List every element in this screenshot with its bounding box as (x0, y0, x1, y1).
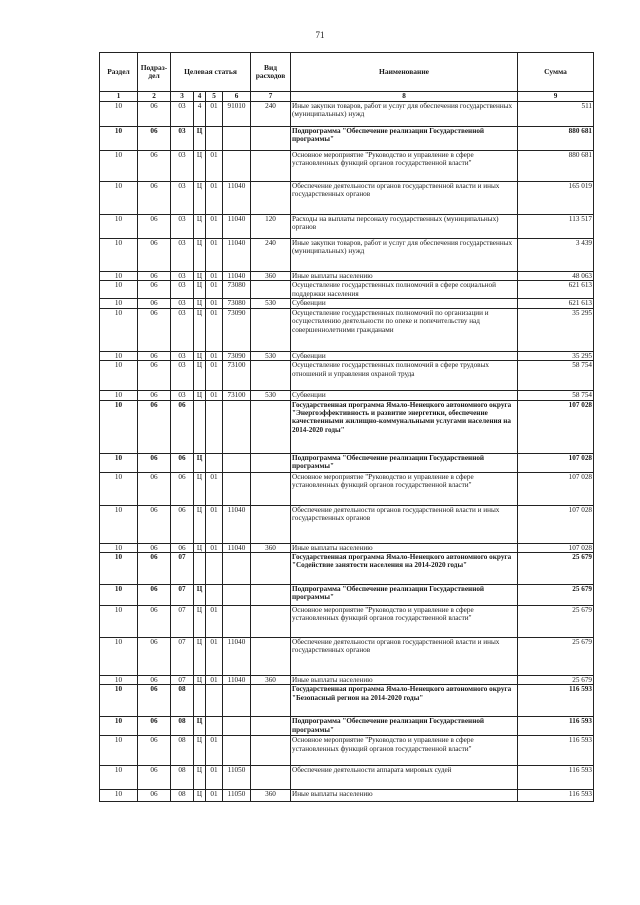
row-name: Субвенции (291, 391, 518, 400)
podrazdel-cell: 06 (138, 736, 171, 766)
target-subprogram-cell: Ц (194, 127, 206, 151)
target-program-cell: 07 (171, 585, 194, 606)
header-razdel: Раздел (100, 53, 138, 92)
target-direction-cell: 11040 (223, 543, 251, 552)
razdel-cell: 10 (100, 766, 138, 790)
podrazdel-cell: 06 (138, 127, 171, 151)
vid-cell (251, 400, 291, 453)
razdel-cell: 10 (100, 361, 138, 391)
vid-cell: 530 (251, 299, 291, 308)
target-subprogram-cell: Ц (194, 585, 206, 606)
razdel-cell: 10 (100, 400, 138, 453)
target-event-cell: 01 (206, 215, 223, 239)
target-subprogram-cell: Ц (194, 766, 206, 790)
target-program-cell: 03 (171, 182, 194, 215)
target-subprogram-cell: Ц (194, 606, 206, 638)
razdel-cell: 10 (100, 299, 138, 308)
row-name: Иные выплаты населению (291, 790, 518, 802)
target-program-cell: 06 (171, 543, 194, 552)
row-name: Подпрограмма "Обеспечение реализации Государственной программы" (291, 453, 518, 472)
target-event-cell (206, 685, 223, 717)
table-row (100, 391, 594, 400)
table-row (100, 127, 594, 151)
razdel-cell: 10 (100, 351, 138, 360)
target-subprogram-cell (194, 553, 206, 585)
razdel-cell: 10 (100, 281, 138, 299)
podrazdel-cell: 06 (138, 391, 171, 400)
podrazdel-cell: 06 (138, 453, 171, 472)
razdel-cell: 10 (100, 638, 138, 676)
row-name: Иные закупки товаров, работ и услуг для обеспечения государственных (муниципальных) нужд (291, 102, 518, 127)
target-event-cell: 01 (206, 151, 223, 182)
table-row (100, 453, 594, 472)
podrazdel-cell: 06 (138, 638, 171, 676)
target-subprogram-cell: Ц (194, 308, 206, 351)
podrazdel-cell: 06 (138, 239, 171, 272)
vid-cell: 530 (251, 391, 291, 400)
row-name: Обеспечение деятельности органов государственной власти и иных государственных органов (291, 505, 518, 543)
target-subprogram-cell: Ц (194, 717, 206, 736)
table-row (100, 215, 594, 239)
vid-cell (251, 766, 291, 790)
row-name: Иные закупки товаров, работ и услуг для обеспечения государственных (муниципальных) нужд (291, 239, 518, 272)
podrazdel-cell: 06 (138, 790, 171, 802)
col-num: 5 (206, 92, 223, 102)
vid-cell: 530 (251, 351, 291, 360)
target-direction-cell: 11040 (223, 272, 251, 281)
target-direction-cell (223, 685, 251, 717)
row-name: Субвенции (291, 299, 518, 308)
target-subprogram-cell: Ц (194, 239, 206, 272)
row-sum: 35 295 (518, 308, 594, 351)
razdel-cell: 10 (100, 391, 138, 400)
target-program-cell: 06 (171, 505, 194, 543)
razdel-cell: 10 (100, 553, 138, 585)
target-subprogram-cell: Ц (194, 638, 206, 676)
target-subprogram-cell: Ц (194, 151, 206, 182)
target-direction-cell (223, 717, 251, 736)
vid-cell (251, 472, 291, 505)
vid-cell (251, 127, 291, 151)
razdel-cell: 10 (100, 472, 138, 505)
vid-cell (251, 553, 291, 585)
razdel-cell: 10 (100, 102, 138, 127)
target-event-cell: 01 (206, 505, 223, 543)
row-name: Осуществление государственных полномочий в сфере социальной поддержки населения (291, 281, 518, 299)
col-num: 8 (291, 92, 518, 102)
target-subprogram-cell (194, 685, 206, 717)
row-name: Подпрограмма "Обеспечение реализации Государственной программы" (291, 585, 518, 606)
target-program-cell: 07 (171, 638, 194, 676)
row-sum: 621 613 (518, 281, 594, 299)
target-program-cell: 07 (171, 606, 194, 638)
col-num: 4 (194, 92, 206, 102)
podrazdel-cell: 06 (138, 472, 171, 505)
vid-cell (251, 585, 291, 606)
target-event-cell: 01 (206, 790, 223, 802)
row-name: Обеспечение деятельности органов государственной власти и иных государственных органов (291, 182, 518, 215)
podrazdel-cell: 06 (138, 553, 171, 585)
table-row (100, 472, 594, 505)
target-direction-cell (223, 472, 251, 505)
target-program-cell: 03 (171, 239, 194, 272)
target-direction-cell (223, 127, 251, 151)
row-sum: 107 028 (518, 453, 594, 472)
target-program-cell: 03 (171, 391, 194, 400)
table-row (100, 736, 594, 766)
target-subprogram-cell: Ц (194, 391, 206, 400)
col-num: 2 (138, 92, 171, 102)
budget-table (99, 52, 594, 802)
col-num: 7 (251, 92, 291, 102)
target-program-cell: 03 (171, 272, 194, 281)
vid-cell (251, 717, 291, 736)
table-row (100, 281, 594, 299)
vid-cell (251, 308, 291, 351)
podrazdel-cell: 06 (138, 281, 171, 299)
row-name: Основное мероприятие "Руководство и управление в сфере установленных функций органов государственной власти" (291, 606, 518, 638)
vid-cell: 360 (251, 676, 291, 685)
target-subprogram-cell: Ц (194, 361, 206, 391)
razdel-cell: 10 (100, 717, 138, 736)
target-program-cell: 07 (171, 553, 194, 585)
target-program-cell: 08 (171, 736, 194, 766)
podrazdel-cell: 06 (138, 606, 171, 638)
row-name: Государственная программа Ямало-Ненецкого автономного округа "Безопасный регион на 2014-2020 годы" (291, 685, 518, 717)
row-sum: 25 679 (518, 553, 594, 585)
target-subprogram-cell: Ц (194, 453, 206, 472)
target-program-cell: 03 (171, 299, 194, 308)
page-number: 71 (315, 30, 325, 40)
razdel-cell: 10 (100, 215, 138, 239)
row-sum: 25 679 (518, 676, 594, 685)
target-direction-cell: 73080 (223, 281, 251, 299)
razdel-cell: 10 (100, 308, 138, 351)
row-sum: 116 593 (518, 736, 594, 766)
target-program-cell: 03 (171, 151, 194, 182)
podrazdel-cell: 06 (138, 676, 171, 685)
razdel-cell: 10 (100, 182, 138, 215)
target-subprogram-cell: Ц (194, 790, 206, 802)
target-direction-cell (223, 736, 251, 766)
razdel-cell: 10 (100, 543, 138, 552)
razdel-cell: 10 (100, 127, 138, 151)
target-subprogram-cell (194, 400, 206, 453)
row-sum: 107 028 (518, 400, 594, 453)
target-subprogram-cell: Ц (194, 272, 206, 281)
target-program-cell: 03 (171, 281, 194, 299)
table-row (100, 351, 594, 360)
target-program-cell: 03 (171, 361, 194, 391)
table-row (100, 685, 594, 717)
target-event-cell: 01 (206, 543, 223, 552)
row-sum: 25 679 (518, 585, 594, 606)
target-subprogram-cell: 4 (194, 102, 206, 127)
header-vid: Вид расходов (251, 53, 291, 92)
table-row (100, 505, 594, 543)
col-num: 1 (100, 92, 138, 102)
vid-cell (251, 685, 291, 717)
header-sum: Сумма (518, 53, 594, 92)
row-name: Осуществление государственных полномочий по организации и осуществлению деятельности по опеке и попечительству над совершеннолетними гражданами (291, 308, 518, 351)
podrazdel-cell: 06 (138, 182, 171, 215)
razdel-cell: 10 (100, 505, 138, 543)
target-subprogram-cell: Ц (194, 281, 206, 299)
target-program-cell: 08 (171, 790, 194, 802)
header-podrazdel: Подраз- дел (138, 53, 171, 92)
target-program-cell: 03 (171, 351, 194, 360)
target-subprogram-cell: Ц (194, 505, 206, 543)
vid-cell (251, 453, 291, 472)
podrazdel-cell: 06 (138, 766, 171, 790)
table-row (100, 361, 594, 391)
vid-cell (251, 638, 291, 676)
vid-cell (251, 736, 291, 766)
razdel-cell: 10 (100, 685, 138, 717)
target-subprogram-cell: Ц (194, 736, 206, 766)
col-num: 3 (171, 92, 194, 102)
razdel-cell: 10 (100, 606, 138, 638)
target-direction-cell (223, 151, 251, 182)
vid-cell (251, 505, 291, 543)
header-name: Наименование (291, 53, 518, 92)
target-direction-cell: 73080 (223, 299, 251, 308)
row-name: Государственная программа Ямало-Ненецкого автономного округа "Энергоэффективность и развитие энергетики, обеспечение качественными жилищно-коммунальными услугами населения на 2014-2020 годы" (291, 400, 518, 453)
podrazdel-cell: 06 (138, 505, 171, 543)
target-subprogram-cell: Ц (194, 182, 206, 215)
row-name: Субвенции (291, 351, 518, 360)
row-name: Обеспечение деятельности аппарата мировых судей (291, 766, 518, 790)
podrazdel-cell: 06 (138, 215, 171, 239)
target-event-cell: 01 (206, 272, 223, 281)
row-name: Государственная программа Ямало-Ненецкого автономного округа "Содействие занятости населения на 2014-2020 годы" (291, 553, 518, 585)
target-event-cell: 01 (206, 182, 223, 215)
razdel-cell: 10 (100, 676, 138, 685)
row-name: Обеспечение деятельности органов государственной власти и иных государственных органов (291, 638, 518, 676)
target-subprogram-cell: Ц (194, 299, 206, 308)
target-event-cell (206, 400, 223, 453)
row-sum: 621 613 (518, 299, 594, 308)
target-program-cell: 03 (171, 215, 194, 239)
table-row (100, 543, 594, 552)
row-sum: 58 754 (518, 361, 594, 391)
target-direction-cell: 11040 (223, 638, 251, 676)
row-name: Осуществление государственных полномочий в сфере трудовых отношений и управления охраной труда (291, 361, 518, 391)
row-sum: 116 593 (518, 685, 594, 717)
row-name: Иные выплаты населению (291, 543, 518, 552)
razdel-cell: 10 (100, 585, 138, 606)
target-event-cell: 01 (206, 239, 223, 272)
target-subprogram-cell: Ц (194, 676, 206, 685)
podrazdel-cell: 06 (138, 685, 171, 717)
podrazdel-cell: 06 (138, 400, 171, 453)
target-direction-cell: 73100 (223, 391, 251, 400)
table-row (100, 790, 594, 802)
target-direction-cell: 11040 (223, 676, 251, 685)
razdel-cell: 10 (100, 453, 138, 472)
table-row (100, 553, 594, 585)
col-num: 6 (223, 92, 251, 102)
target-program-cell: 06 (171, 400, 194, 453)
target-direction-cell: 73090 (223, 351, 251, 360)
target-program-cell: 07 (171, 676, 194, 685)
target-program-cell: 03 (171, 127, 194, 151)
row-sum: 107 028 (518, 472, 594, 505)
target-event-cell: 01 (206, 391, 223, 400)
target-program-cell: 08 (171, 766, 194, 790)
target-event-cell: 01 (206, 736, 223, 766)
row-name: Иные выплаты населению (291, 272, 518, 281)
podrazdel-cell: 06 (138, 102, 171, 127)
target-direction-cell (223, 553, 251, 585)
target-program-cell: 08 (171, 685, 194, 717)
table-row (100, 585, 594, 606)
table-row (100, 676, 594, 685)
row-sum: 25 679 (518, 638, 594, 676)
vid-cell: 120 (251, 215, 291, 239)
row-name: Подпрограмма "Обеспечение реализации Государственной программы" (291, 717, 518, 736)
row-sum: 58 754 (518, 391, 594, 400)
vid-cell: 360 (251, 272, 291, 281)
table-row (100, 400, 594, 453)
target-program-cell: 08 (171, 717, 194, 736)
target-subprogram-cell: Ц (194, 472, 206, 505)
target-direction-cell: 11040 (223, 182, 251, 215)
target-subprogram-cell: Ц (194, 215, 206, 239)
target-event-cell: 01 (206, 638, 223, 676)
vid-cell: 240 (251, 239, 291, 272)
target-subprogram-cell: Ц (194, 351, 206, 360)
table-row (100, 102, 594, 127)
row-sum: 113 517 (518, 215, 594, 239)
target-event-cell: 01 (206, 308, 223, 351)
target-direction-cell: 73090 (223, 308, 251, 351)
podrazdel-cell: 06 (138, 151, 171, 182)
row-sum: 48 063 (518, 272, 594, 281)
razdel-cell: 10 (100, 736, 138, 766)
header-row (100, 53, 594, 92)
target-subprogram-cell: Ц (194, 543, 206, 552)
row-sum: 107 028 (518, 505, 594, 543)
target-direction-cell: 11050 (223, 766, 251, 790)
target-event-cell: 01 (206, 472, 223, 505)
razdel-cell: 10 (100, 239, 138, 272)
target-program-cell: 06 (171, 453, 194, 472)
target-event-cell: 01 (206, 102, 223, 127)
target-direction-cell: 11040 (223, 215, 251, 239)
table-row (100, 638, 594, 676)
vid-cell (251, 361, 291, 391)
row-name: Подпрограмма "Обеспечение реализации Государственной программы" (291, 127, 518, 151)
table-row (100, 766, 594, 790)
target-event-cell: 01 (206, 351, 223, 360)
target-event-cell: 01 (206, 676, 223, 685)
podrazdel-cell: 06 (138, 299, 171, 308)
target-event-cell: 01 (206, 361, 223, 391)
vid-cell (251, 151, 291, 182)
target-program-cell: 03 (171, 308, 194, 351)
row-sum: 25 679 (518, 606, 594, 638)
target-event-cell: 01 (206, 281, 223, 299)
target-direction-cell (223, 453, 251, 472)
target-direction-cell: 91010 (223, 102, 251, 127)
table-row (100, 182, 594, 215)
podrazdel-cell: 06 (138, 361, 171, 391)
vid-cell (251, 182, 291, 215)
row-name: Основное мероприятие "Руководство и управление в сфере установленных функций органов государственной власти" (291, 472, 518, 505)
vid-cell (251, 281, 291, 299)
target-direction-cell (223, 400, 251, 453)
row-sum: 880 681 (518, 151, 594, 182)
row-sum: 116 593 (518, 717, 594, 736)
target-event-cell: 01 (206, 606, 223, 638)
row-name: Основное мероприятие "Руководство и управление в сфере установленных функций органов государственной власти" (291, 736, 518, 766)
vid-cell: 360 (251, 790, 291, 802)
target-event-cell (206, 127, 223, 151)
target-event-cell (206, 717, 223, 736)
table-row (100, 299, 594, 308)
razdel-cell: 10 (100, 151, 138, 182)
row-sum: 116 593 (518, 790, 594, 802)
vid-cell: 360 (251, 543, 291, 552)
row-sum: 116 593 (518, 766, 594, 790)
row-sum: 880 681 (518, 127, 594, 151)
table-row (100, 239, 594, 272)
target-event-cell (206, 585, 223, 606)
podrazdel-cell: 06 (138, 351, 171, 360)
podrazdel-cell: 06 (138, 272, 171, 281)
target-event-cell (206, 553, 223, 585)
row-name: Расходы на выплаты персоналу государственных (муниципальных) органов (291, 215, 518, 239)
podrazdel-cell: 06 (138, 543, 171, 552)
vid-cell (251, 606, 291, 638)
target-direction-cell: 11040 (223, 239, 251, 272)
row-sum: 3 439 (518, 239, 594, 272)
podrazdel-cell: 06 (138, 308, 171, 351)
target-direction-cell (223, 585, 251, 606)
table-row (100, 151, 594, 182)
target-event-cell (206, 453, 223, 472)
razdel-cell: 10 (100, 790, 138, 802)
target-program-cell: 06 (171, 472, 194, 505)
row-name: Иные выплаты населению (291, 676, 518, 685)
podrazdel-cell: 06 (138, 585, 171, 606)
target-event-cell: 01 (206, 299, 223, 308)
target-direction-cell (223, 606, 251, 638)
table-row (100, 717, 594, 736)
target-direction-cell: 73100 (223, 361, 251, 391)
table-row (100, 606, 594, 638)
header-target: Целевая статья (171, 53, 251, 92)
target-program-cell: 03 (171, 102, 194, 127)
row-sum: 511 (518, 102, 594, 127)
row-name: Основное мероприятие "Руководство и управление в сфере установленных функций органов государственной власти" (291, 151, 518, 182)
row-sum: 35 295 (518, 351, 594, 360)
podrazdel-cell: 06 (138, 717, 171, 736)
table-row (100, 308, 594, 351)
col-num: 9 (518, 92, 594, 102)
table-row (100, 272, 594, 281)
row-sum: 107 028 (518, 543, 594, 552)
razdel-cell: 10 (100, 272, 138, 281)
vid-cell: 240 (251, 102, 291, 127)
column-numbers-row (100, 92, 594, 102)
target-event-cell: 01 (206, 766, 223, 790)
target-direction-cell: 11050 (223, 790, 251, 802)
target-direction-cell: 11040 (223, 505, 251, 543)
row-sum: 165 019 (518, 182, 594, 215)
